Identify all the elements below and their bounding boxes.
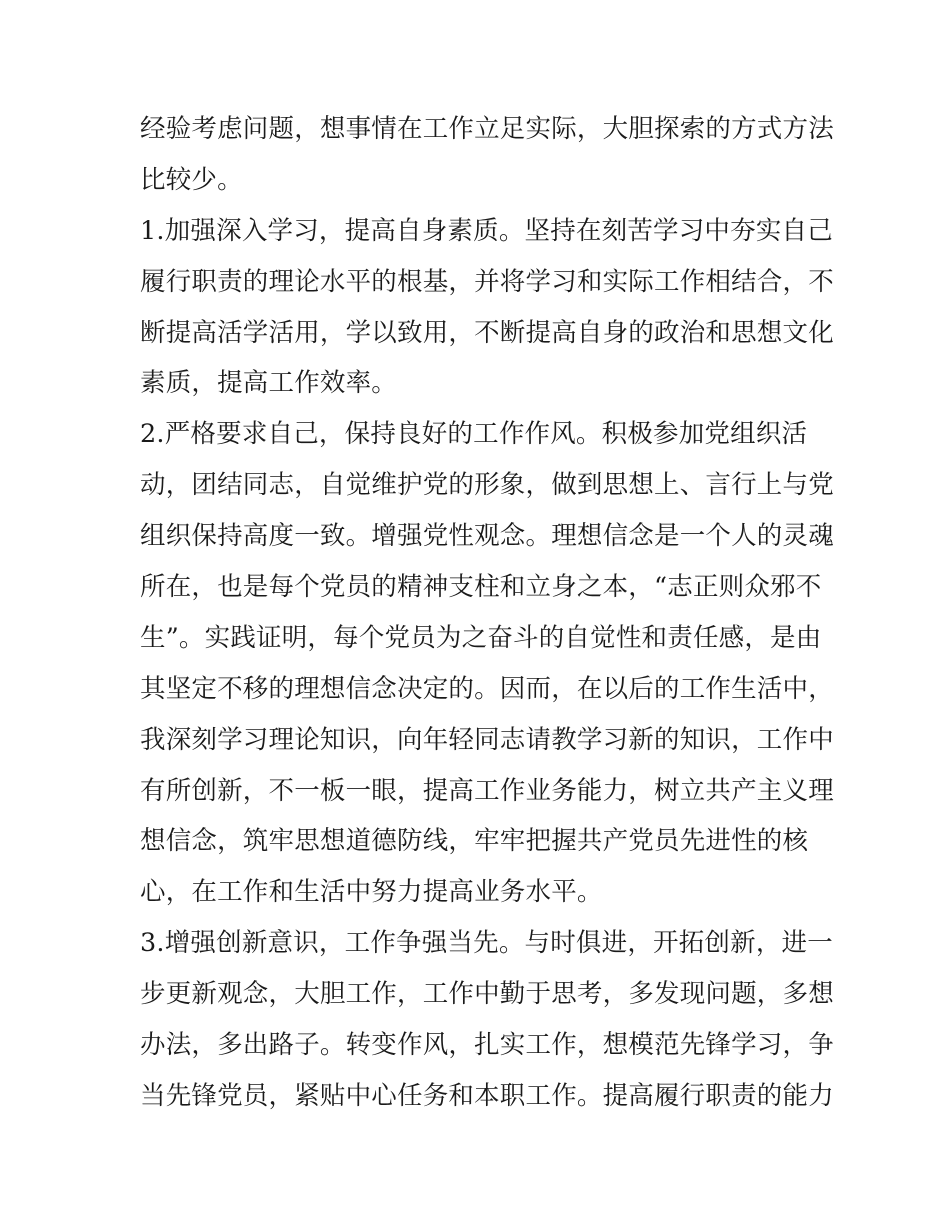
text-line: 所在，也是每个党员的精神支柱和立身之本，“志正则众邪不 xyxy=(140,572,822,603)
text-line: 经验考虑问题，想事情在工作立足实际，大胆探索的方式方法 xyxy=(140,114,834,144)
text-line: 组织保持高度一致。增强党性观念。理想信念是一个人的灵魂 xyxy=(140,521,834,552)
text-line: 2.严格要求自己，保持良好的工作作风。积极参加党组织活 xyxy=(140,419,808,450)
text-line: 3.增强创新意识，工作争强当先。与时俱进，开拓创新，进一 xyxy=(140,928,833,959)
document-body xyxy=(140,104,834,1122)
text-line: 有所创新，不一板一眼，提高工作业务能力，树立共产主义理 xyxy=(140,775,834,806)
text-line: 动，团结同志，自觉维护党的形象，做到思想上、言行上与党 xyxy=(140,470,834,501)
text-line: 步更新观念，大胆工作，工作中勤于思考，多发现问题，多想 xyxy=(140,979,834,1010)
text-line: 心，在工作和生活中努力提高业务水平。 xyxy=(140,877,603,908)
text-line: 办法，多出路子。转变作风，扎实工作，想模范先锋学习，争 xyxy=(140,1030,834,1061)
text-line: 断提高活学活用，学以致用，不断提高自身的政治和思想文化 xyxy=(140,317,834,348)
text-line: 素质，提高工作效率。 xyxy=(140,368,398,399)
text-line: 比较少。 xyxy=(140,164,243,195)
text-line: 我深刻学习理论知识，向年轻同志请教学习新的知识，工作中 xyxy=(140,724,834,755)
text-line: 履行职责的理论水平的根基，并将学习和实际工作相结合，不 xyxy=(140,266,834,297)
text-line: 想信念，筑牢思想道德防线，牢牢把握共产党员先进性的核 xyxy=(140,826,809,857)
text-line: 其坚定不移的理想信念决定的。因而，在以后的工作生活中， xyxy=(140,673,834,704)
text-line: 当先锋党员，紧贴中心任务和本职工作。提高履行职责的能力 xyxy=(140,1080,834,1111)
text-line: 1.加强深入学习，提高自身素质。坚持在刻苦学习中夯实自己 xyxy=(140,215,833,246)
text-line: 生”。实践证明，每个党员为之奋斗的自觉性和责任感，是由 xyxy=(140,622,822,653)
